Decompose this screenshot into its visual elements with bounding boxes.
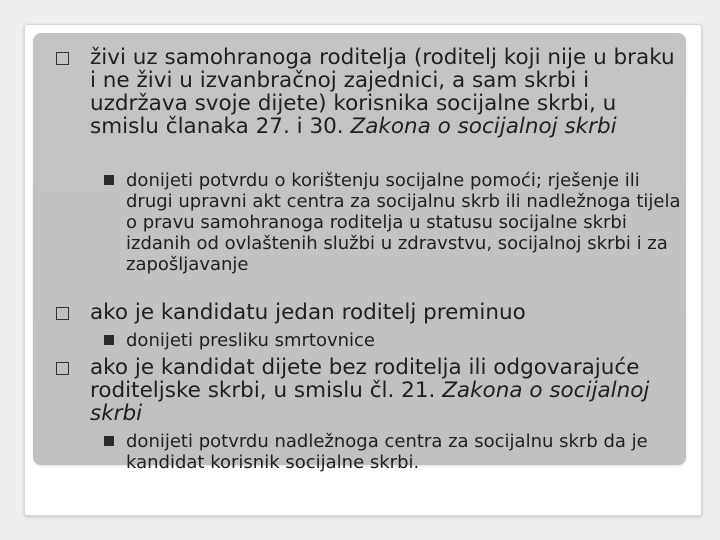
- hollow-square-bullet-icon: [56, 307, 69, 320]
- bullet-item-2-text: ako je kandidatu jedan roditelj preminuo: [90, 300, 526, 325]
- sub-bullet-item-3-text: donijeti potvrdu nadležnoga centra za socijalnu skrb da je kandidat korisnik socijalne skrbi.: [126, 431, 648, 473]
- sub-bullet-item-3: [104, 431, 684, 473]
- bullet-item-3-body: ako je kandidat dijete bez roditelja ili odgovarajuće roditeljske skrbi, u smislu čl. 21.: [90, 355, 640, 403]
- sub-bullet-item-1-text: donijeti potvrdu o korištenju socijalne pomoći; rješenje ili drugi upravni akt centra za socijalnu skrb ili nadležnoga tijela o pravu samohranoga roditelja u statusu socijalne skrbi izdanih od ovlaštenih službi u zdravstvu, socijalnoj skrbi i za zapošljavanje: [126, 170, 681, 275]
- sub-bullet-item-2: [104, 330, 684, 351]
- filled-square-bullet-icon: [104, 335, 114, 345]
- bullet-item-1-text: [90, 46, 676, 138]
- filled-square-bullet-icon: [104, 436, 114, 446]
- bullet-item-1-italic: Zakona o socijalnoj skrbi: [350, 114, 617, 139]
- bullet-item-3-italic: Zakona o socijalnoj skrbi: [90, 378, 650, 426]
- bullet-item-3-text: [90, 356, 676, 425]
- sub-bullet-item-1: [104, 170, 684, 275]
- bullet-item-1-body: živi uz samohranoga roditelja (roditelj koji nije u braku i ne živi u izvanbračnoj zajednici, a sam skrbi i uzdržava svoje dijete) korisnika socijalne skrbi, u smislu članaka 27. i 30.: [90, 45, 675, 139]
- bullet-item-2: [56, 301, 676, 324]
- hollow-square-bullet-icon: [56, 52, 69, 65]
- filled-square-bullet-icon: [104, 175, 114, 185]
- sub-bullet-item-2-text: donijeti presliku smrtovnice: [126, 330, 376, 351]
- bullet-item-3: [56, 356, 676, 425]
- bullet-item-1: [56, 46, 676, 138]
- hollow-square-bullet-icon: [56, 362, 69, 375]
